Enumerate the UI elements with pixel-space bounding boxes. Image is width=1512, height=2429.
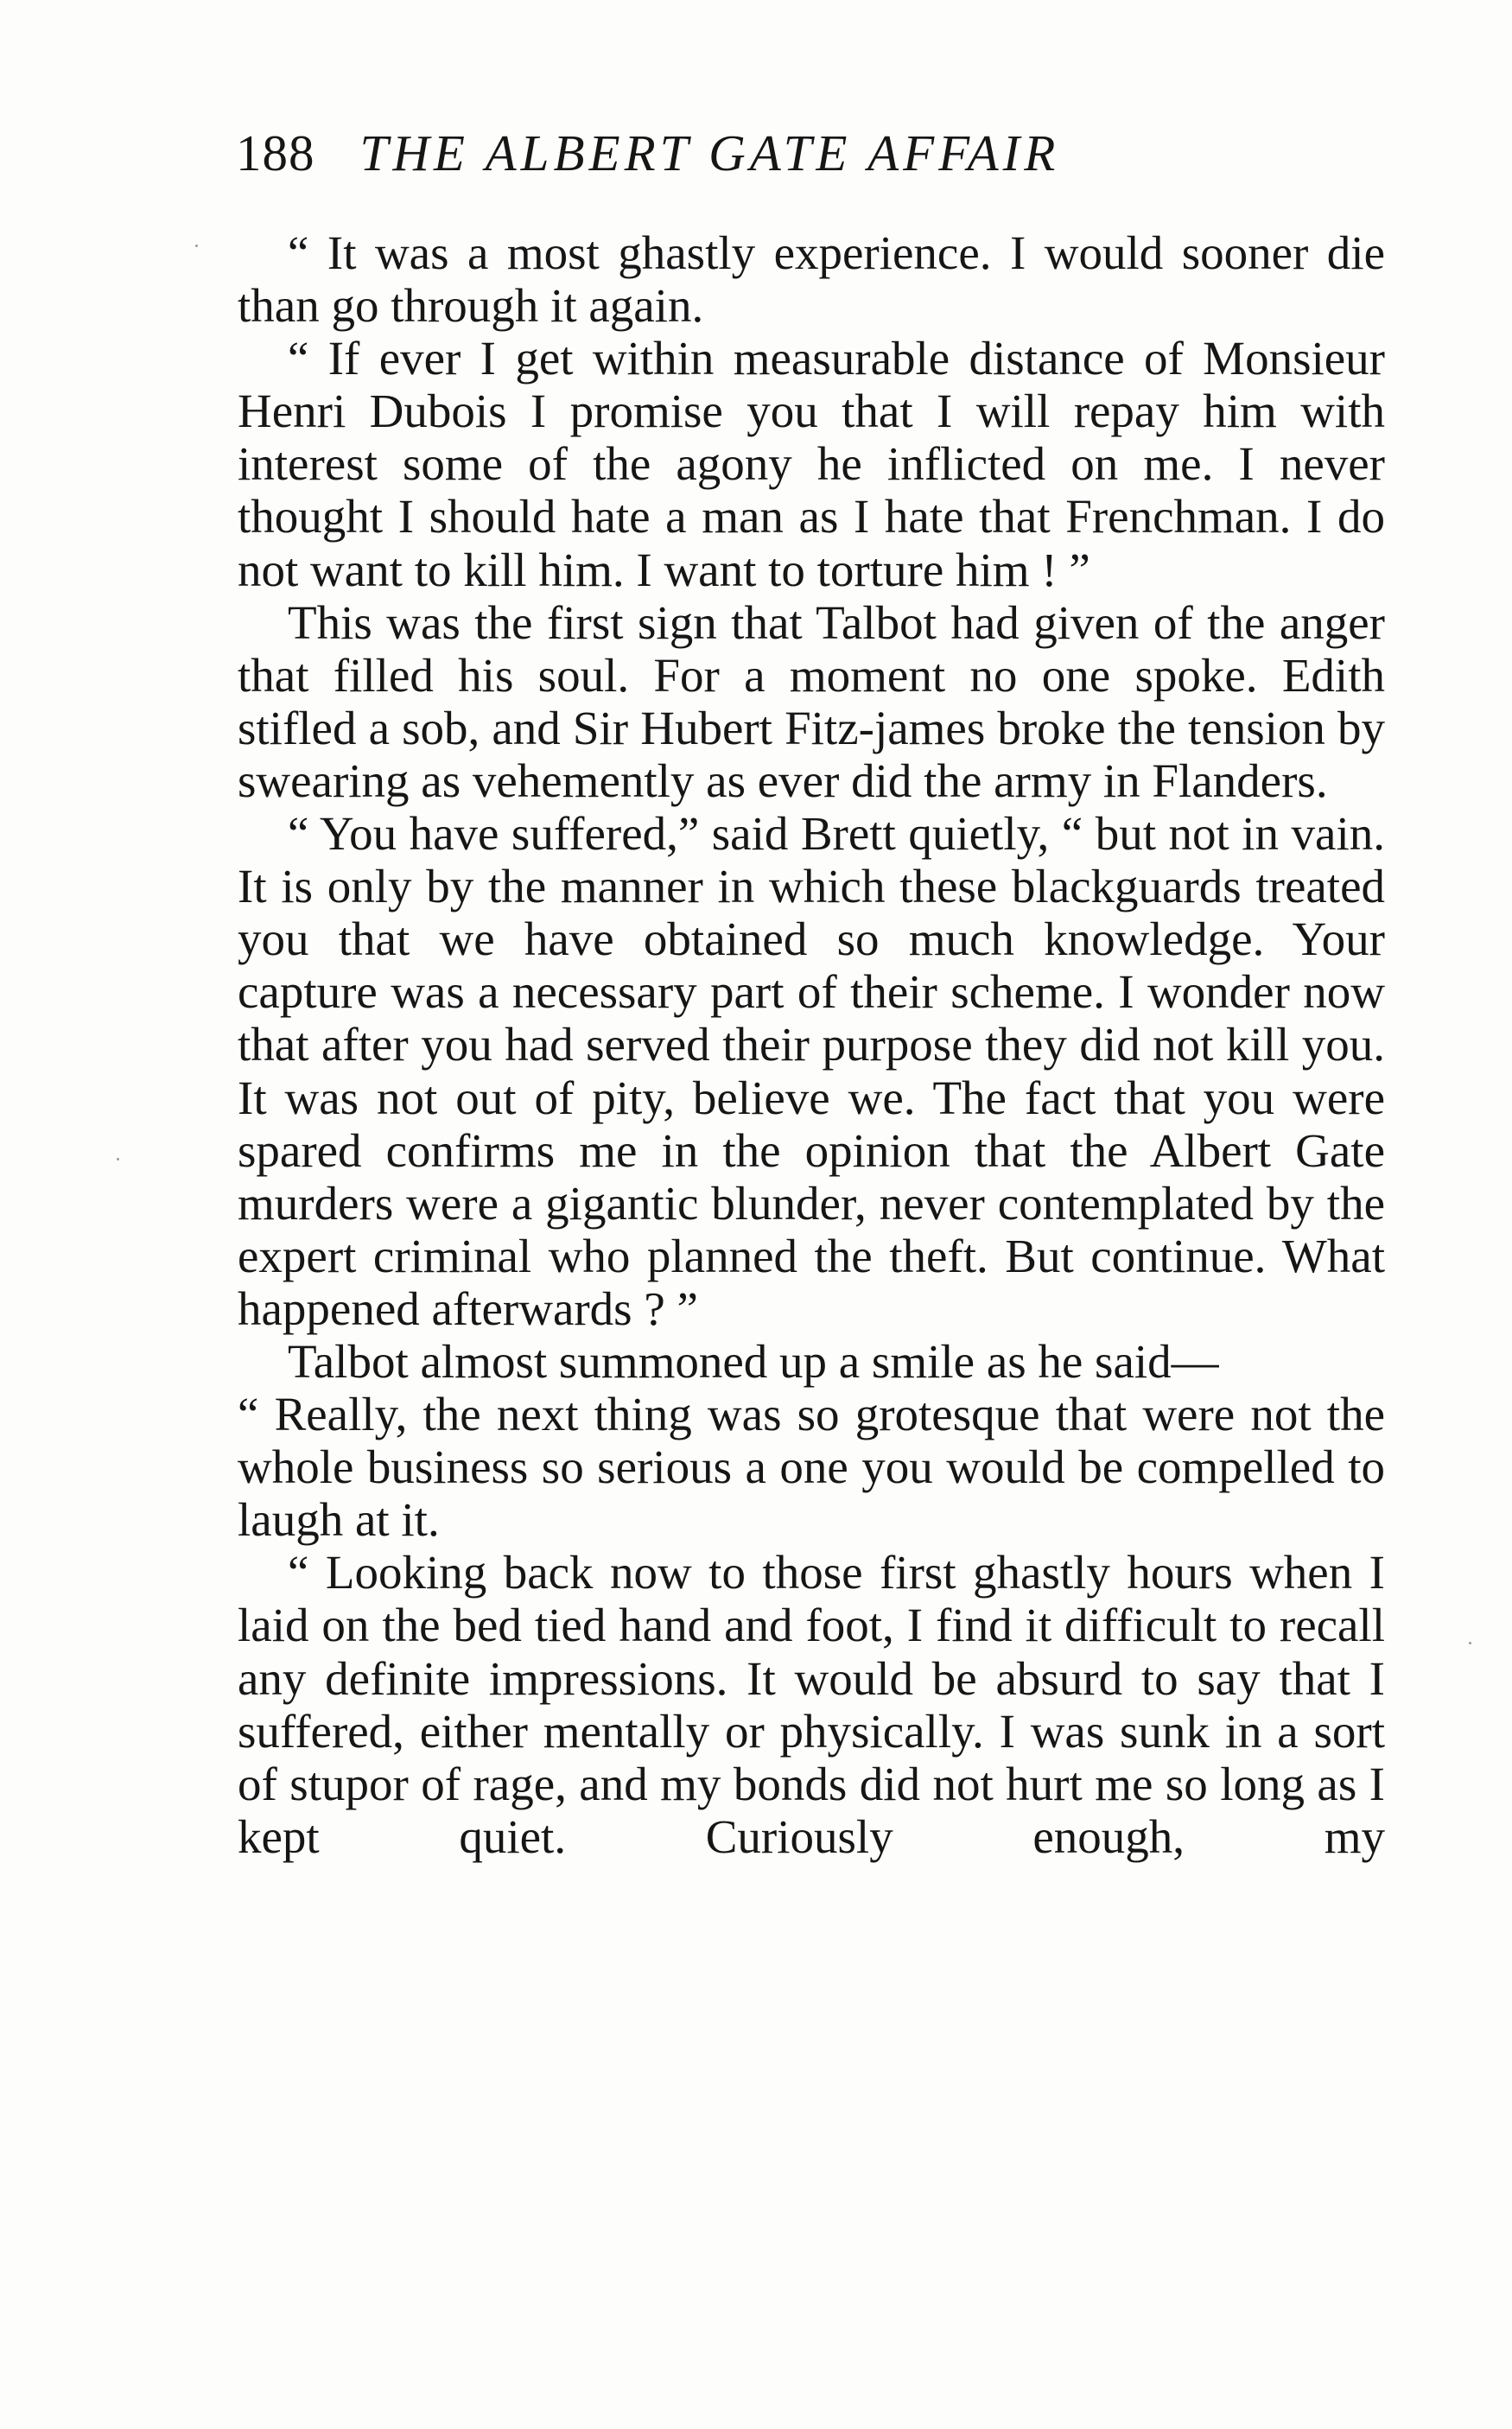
paragraph: “ Looking back now to those first ghastly hours when I laid on the bed tied hand and foot, I find it difficult to recall any definite impressions. It would be absurd to say that I suffered, either mentally or physically. I was sunk in a sort of stupor of rage, and my bonds did not hurt me so long as I kept quiet. Curiously enough, my [238, 1546, 1385, 1863]
paragraph: Talbot almost summoned up a smile as he said— [288, 1334, 1219, 1388]
page-header [236, 123, 1376, 183]
running-title: THE ALBERT GATE AFFAIR [359, 124, 1060, 181]
paragraph: “ Really, the next thing was so grotesque that were not the whole business so serious a one you would be compelled to laugh at it. [238, 1388, 1385, 1547]
paragraph: “ If ever I get within measurable distance of Monsieur Henri Dubois I promise you that I will repay him with interest some of the agony he inflicted on me. I never thought I should hate a man as I hate that Frenchman. I do not want to kill him. I want to torture him ! ” [238, 332, 1385, 596]
paper-speck [1469, 1642, 1471, 1644]
page-number: 188 [236, 124, 315, 181]
paragraph: This was the first sign that Talbot had given of the anger that filled his soul. For a moment no one spoke. Edith stifled a sob, and Sir Hubert Fitz-james broke the tension by swearing as vehemently as ever did the army in Flanders. [238, 595, 1385, 807]
body-text [238, 226, 1385, 1863]
paper-speck [195, 245, 198, 247]
paper-speck [117, 1158, 119, 1160]
paragraph: “ It was a most ghastly experience. I would sooner die than go through it again. [238, 226, 1385, 333]
paragraph: “ You have suffered,” said Brett quietly, “ but not in vain. It is only by the manner in which these blackguards treated you that we have obtained so much knowledge. Your capture was a necessary part of their scheme. I wonder now that after you had served their purpose they did not kill you. It was not out of pity, believe we. The fact that you were spared confirms me in the opinion that the Albert Gate murders were a gigantic blunder, never contemplated by the expert criminal who planned the theft. But continue. What happened afterwards ? ” [238, 807, 1385, 1335]
